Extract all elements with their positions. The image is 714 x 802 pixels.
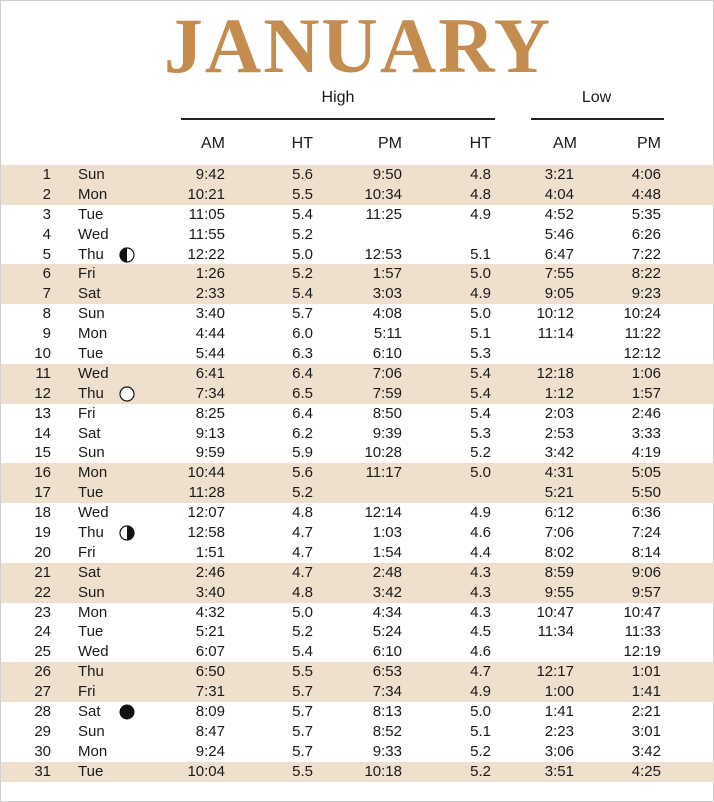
high-am-time: 5:44 [195, 345, 225, 363]
day-number: 8 [42, 305, 51, 323]
high-am-height: 6.5 [292, 384, 313, 402]
high-pm-height: 4.7 [470, 663, 491, 681]
low-am-time: 3:21 [544, 166, 574, 183]
weekday: Sun [78, 722, 105, 740]
low-pm-time: 3:33 [631, 424, 661, 442]
low-am-time: 12:17 [536, 663, 574, 681]
high-am-height: 4.8 [292, 504, 313, 522]
low-pm-time: 6:26 [631, 225, 661, 243]
low-pm-time: 12:19 [623, 643, 661, 661]
low-am-time: 1:41 [544, 703, 574, 721]
high-pm-height: 5.0 [470, 265, 491, 283]
low-am-time: 5:46 [544, 225, 574, 243]
table-row [1, 463, 714, 483]
weekday: Thu [78, 245, 104, 263]
high-pm-height: 4.9 [470, 683, 491, 701]
high-am-time: 9:59 [195, 444, 225, 462]
high-group-divider [181, 118, 495, 120]
low-pm-time: 1:41 [631, 683, 661, 701]
low-am-time: 4:52 [544, 205, 574, 223]
weekday: Thu [78, 663, 104, 681]
high-am-height: 5.4 [292, 205, 313, 223]
high-am-time: 4:44 [195, 325, 225, 343]
high-pm-height: 5.0 [470, 703, 491, 721]
low-group-divider [531, 118, 664, 120]
weekday: Mon [78, 603, 108, 621]
high-pm-time: 9:39 [372, 424, 402, 442]
high-am-time: 12:22 [187, 245, 225, 263]
day-number: 29 [34, 722, 51, 740]
high-pm-time: 7:59 [372, 384, 402, 402]
high-am-height: 5.2 [292, 623, 313, 641]
high-am-height: 5.5 [292, 762, 313, 780]
table-row [1, 722, 714, 742]
day-number: 6 [42, 265, 51, 283]
high-am-time: 6:07 [195, 643, 225, 661]
high-pm-time: 6:53 [372, 663, 402, 681]
high-pm-time: 10:28 [364, 444, 402, 462]
high-am-time: 8:09 [195, 703, 225, 721]
high-pm-height: 5.3 [470, 424, 491, 442]
low-am-time: 11:14 [537, 325, 574, 343]
moon-phase-first-quarter-icon [119, 525, 135, 541]
table-row [1, 543, 714, 563]
high-am-height: 5.5 [292, 185, 313, 203]
high-pm-height: 5.3 [470, 345, 491, 363]
weekday: Tue [78, 623, 104, 641]
high-pm-time: 4:08 [372, 305, 402, 323]
high-am-time: 9:13 [195, 424, 225, 442]
weekday: Tue [78, 762, 104, 780]
high-pm-height: 4.3 [470, 603, 491, 621]
low-pm-time: 9:23 [631, 285, 661, 303]
low-am-time: 8:02 [544, 543, 574, 561]
table-row [1, 245, 714, 265]
low-am-time: 1:00 [544, 683, 574, 701]
day-number: 7 [42, 285, 51, 303]
table-row [1, 324, 714, 344]
high-am-time: 11:55 [188, 225, 225, 243]
high-pm-height: 5.4 [470, 364, 491, 382]
high-am-height: 5.7 [292, 742, 313, 760]
high-am-time: 8:25 [195, 404, 225, 422]
weekday: Thu [78, 384, 104, 402]
high-am-height: 4.7 [292, 543, 313, 561]
weekday: Tue [78, 345, 104, 363]
low-pm-time: 1:06 [631, 364, 661, 382]
high-pm-time: 5:11 [373, 325, 402, 343]
high-am-height: 5.5 [292, 663, 313, 681]
day-number: 3 [42, 205, 51, 223]
day-number: 4 [42, 225, 51, 243]
table-row [1, 622, 714, 642]
high-am-height: 5.7 [292, 722, 313, 740]
high-pm-time: 11:25 [365, 205, 402, 223]
table-row [1, 523, 714, 543]
high-pm-height: 4.9 [470, 205, 491, 223]
high-pm-height: 5.2 [470, 444, 491, 462]
low-am-time: 11:34 [537, 623, 574, 641]
table-row [1, 364, 714, 384]
high-am-time: 7:34 [195, 384, 225, 402]
high-am-height: 6.4 [292, 364, 313, 382]
high-pm-height: 5.0 [470, 305, 491, 323]
table-row [1, 225, 714, 245]
low-pm-time: 11:22 [624, 325, 661, 343]
table-row [1, 284, 714, 304]
low-am-time: 4:31 [544, 464, 574, 482]
low-am-time: 10:12 [536, 305, 574, 323]
weekday: Fri [78, 265, 96, 283]
high-pm-height: 4.3 [470, 583, 491, 601]
low-am-time: 5:21 [544, 484, 574, 502]
weekday: Fri [78, 404, 96, 422]
weekday: Sat [78, 563, 101, 581]
weekday: Wed [78, 364, 109, 382]
high-am-time: 5:21 [195, 623, 225, 641]
high-am-height: 4.8 [292, 583, 313, 601]
table-row [1, 165, 714, 185]
high-pm-time: 7:06 [372, 364, 402, 382]
weekday: Mon [78, 325, 108, 343]
weekday: Fri [78, 543, 96, 561]
high-pm-time: 4:34 [372, 603, 402, 621]
low-pm-time: 4:25 [631, 762, 661, 780]
col-low-pm: PM [637, 135, 661, 152]
low-pm-time: 7:24 [631, 524, 661, 542]
day-number: 5 [42, 245, 51, 263]
high-am-height: 6.0 [292, 325, 313, 343]
high-pm-height: 5.0 [470, 464, 491, 482]
high-am-height: 6.4 [292, 404, 313, 422]
low-pm-time: 5:35 [631, 205, 661, 223]
table-row [1, 443, 714, 463]
table-row [1, 742, 714, 762]
high-pm-time: 7:34 [372, 683, 402, 701]
table-row [1, 762, 714, 782]
weekday: Mon [78, 742, 108, 760]
day-number: 30 [34, 742, 51, 760]
low-pm-time: 8:22 [631, 265, 661, 283]
weekday: Thu [78, 524, 104, 542]
high-pm-height: 5.4 [470, 384, 491, 402]
high-pm-height: 4.6 [470, 524, 491, 542]
day-number: 15 [34, 444, 51, 462]
high-am-time: 9:24 [195, 742, 225, 760]
low-am-time: 6:47 [544, 245, 574, 263]
high-am-time: 4:32 [195, 603, 225, 621]
table-row [1, 205, 714, 225]
weekday: Fri [78, 683, 96, 701]
high-pm-time: 1:57 [372, 265, 402, 283]
high-pm-height: 4.9 [470, 285, 491, 303]
low-am-time: 10:47 [536, 603, 574, 621]
low-pm-time: 4:06 [631, 166, 661, 183]
high-am-time: 3:40 [195, 305, 225, 323]
day-number: 17 [34, 484, 51, 502]
low-pm-time: 9:06 [631, 563, 661, 581]
high-am-time: 11:05 [188, 205, 225, 223]
high-am-time: 1:26 [195, 265, 225, 283]
high-am-height: 5.4 [292, 643, 313, 661]
high-am-time: 1:51 [195, 543, 225, 561]
tide-rows [1, 165, 714, 782]
day-number: 25 [34, 643, 51, 661]
high-pm-height: 5.4 [470, 404, 491, 422]
low-am-time: 9:05 [544, 285, 574, 303]
low-am-time: 6:12 [544, 504, 574, 522]
table-row [1, 483, 714, 503]
high-am-height: 5.2 [292, 484, 313, 502]
col-high-pm: PM [378, 135, 402, 152]
high-am-time: 8:47 [195, 722, 225, 740]
table-row [1, 264, 714, 284]
high-pm-time: 9:33 [372, 742, 402, 760]
high-am-height: 4.7 [292, 524, 313, 542]
table-row [1, 424, 714, 444]
high-am-height: 6.3 [292, 345, 313, 363]
low-am-time: 8:59 [544, 563, 574, 581]
low-am-time: 1:12 [544, 384, 574, 402]
high-am-time: 10:21 [187, 185, 225, 203]
high-pm-height: 4.8 [470, 185, 491, 203]
low-am-time: 9:55 [544, 583, 574, 601]
day-number: 24 [34, 623, 51, 641]
high-pm-height: 4.6 [470, 643, 491, 661]
day-number: 22 [34, 583, 51, 601]
high-am-time: 10:04 [187, 762, 225, 780]
high-am-time: 12:07 [187, 504, 225, 522]
moon-phase-full-icon [119, 386, 135, 402]
high-pm-height: 4.9 [470, 504, 491, 522]
high-am-height: 4.7 [292, 563, 313, 581]
low-am-time: 3:42 [544, 444, 574, 462]
table-row [1, 662, 714, 682]
low-pm-time: 1:57 [631, 384, 661, 402]
high-am-height: 5.2 [292, 265, 313, 283]
high-am-time: 10:44 [187, 464, 225, 482]
low-pm-time: 9:57 [631, 583, 661, 601]
high-am-height: 5.7 [292, 703, 313, 721]
high-pm-height: 4.8 [470, 166, 491, 183]
day-number: 12 [34, 384, 51, 402]
high-pm-height: 4.3 [470, 563, 491, 581]
high-am-time: 2:46 [195, 563, 225, 581]
low-am-time: 3:51 [544, 762, 574, 780]
moon-phase-new-icon [119, 704, 135, 720]
weekday: Wed [78, 504, 109, 522]
high-pm-time: 8:13 [372, 703, 402, 721]
low-am-time: 7:06 [544, 524, 574, 542]
high-pm-height: 5.2 [470, 762, 491, 780]
day-number: 31 [34, 762, 51, 780]
weekday: Wed [78, 225, 109, 243]
col-high-ht1: HT [291, 135, 313, 152]
weekday: Sat [78, 285, 101, 303]
high-pm-time: 3:42 [372, 583, 402, 601]
low-pm-time: 5:05 [631, 464, 661, 482]
low-pm-time: 7:22 [631, 245, 661, 263]
low-pm-time: 2:46 [631, 404, 661, 422]
low-am-time: 12:18 [536, 364, 574, 382]
high-am-height: 5.4 [292, 285, 313, 303]
high-pm-height: 4.5 [470, 623, 491, 641]
high-am-height: 5.9 [292, 444, 313, 462]
low-pm-time: 4:19 [631, 444, 661, 462]
high-pm-height: 5.2 [470, 742, 491, 760]
high-am-time: 12:58 [187, 524, 225, 542]
day-number: 13 [34, 404, 51, 422]
high-pm-time: 5:24 [372, 623, 402, 641]
high-pm-time: 12:53 [364, 245, 402, 263]
day-number: 21 [34, 563, 51, 581]
high-am-height: 5.6 [292, 464, 313, 482]
day-number: 11 [35, 364, 51, 382]
high-am-height: 5.2 [292, 225, 313, 243]
high-am-height: 5.6 [292, 166, 313, 183]
weekday: Mon [78, 464, 108, 482]
high-pm-height: 5.1 [470, 722, 491, 740]
weekday: Sun [78, 305, 105, 323]
weekday: Sat [78, 424, 101, 442]
low-pm-time: 8:14 [631, 543, 661, 561]
high-pm-time: 12:14 [364, 504, 402, 522]
day-number: 14 [34, 424, 51, 442]
day-number: 20 [34, 543, 51, 561]
high-am-time: 2:33 [195, 285, 225, 303]
high-pm-height: 4.4 [470, 543, 491, 561]
high-am-height: 5.0 [292, 245, 313, 263]
day-number: 27 [34, 683, 51, 701]
weekday: Tue [78, 205, 104, 223]
table-row [1, 682, 714, 702]
low-pm-time: 5:50 [631, 484, 661, 502]
weekday: Sat [78, 703, 101, 721]
day-number: 28 [34, 703, 51, 721]
table-row [1, 603, 714, 623]
high-pm-time: 1:03 [372, 524, 402, 542]
low-am-time: 3:06 [544, 742, 574, 760]
low-tide-group-label: Low [581, 89, 612, 106]
day-number: 1 [42, 166, 51, 183]
weekday: Sun [78, 583, 105, 601]
high-pm-time: 9:50 [372, 166, 402, 183]
high-pm-time: 6:10 [372, 345, 402, 363]
low-pm-time: 3:01 [631, 722, 661, 740]
day-number: 26 [34, 663, 51, 681]
high-pm-time: 1:54 [372, 543, 402, 561]
table-row [1, 404, 714, 424]
col-high-am: AM [201, 135, 225, 152]
low-am-time: 2:03 [544, 404, 574, 422]
table-row [1, 503, 714, 523]
high-am-time: 7:31 [195, 683, 225, 701]
high-pm-time: 6:10 [372, 643, 402, 661]
high-am-time: 6:41 [195, 364, 225, 382]
high-pm-time: 11:17 [365, 464, 402, 482]
col-high-ht2: HT [469, 135, 491, 152]
col-low-am: AM [553, 135, 577, 152]
weekday: Sun [78, 166, 105, 183]
low-pm-time: 10:47 [623, 603, 661, 621]
high-pm-time: 8:52 [372, 722, 402, 740]
day-number: 10 [34, 345, 51, 363]
day-number: 19 [34, 524, 51, 542]
month-title: JANUARY [163, 2, 553, 89]
high-pm-height: 5.1 [470, 245, 491, 263]
low-pm-time: 6:36 [631, 504, 661, 522]
low-pm-time: 11:33 [624, 623, 661, 641]
high-am-time: 6:50 [195, 663, 225, 681]
table-row [1, 563, 714, 583]
low-am-time: 2:23 [544, 722, 574, 740]
low-am-time: 7:55 [544, 265, 574, 283]
high-pm-time: 3:03 [372, 285, 402, 303]
low-pm-time: 4:48 [631, 185, 661, 203]
table-row [1, 583, 714, 603]
low-pm-time: 10:24 [623, 305, 661, 323]
table-row [1, 642, 714, 662]
high-am-height: 5.0 [292, 603, 313, 621]
day-number: 2 [42, 185, 51, 203]
low-am-time: 4:04 [544, 185, 574, 203]
weekday: Tue [78, 484, 104, 502]
high-am-height: 6.2 [292, 424, 313, 442]
high-am-time: 11:28 [188, 484, 225, 502]
high-am-height: 5.7 [292, 683, 313, 701]
day-number: 9 [42, 325, 51, 343]
weekday: Mon [78, 185, 108, 203]
low-pm-time: 2:21 [631, 703, 661, 721]
high-am-height: 5.7 [292, 305, 313, 323]
table-row [1, 384, 714, 404]
high-am-time: 9:42 [195, 166, 225, 183]
low-pm-time: 12:12 [623, 345, 661, 363]
low-pm-time: 3:42 [631, 742, 661, 760]
table-row [1, 344, 714, 364]
day-number: 23 [34, 603, 51, 621]
high-pm-time: 8:50 [372, 404, 402, 422]
day-number: 18 [34, 504, 51, 522]
table-row [1, 702, 714, 722]
high-pm-height: 5.1 [470, 325, 491, 343]
high-pm-time: 10:34 [364, 185, 402, 203]
low-pm-time: 1:01 [631, 663, 661, 681]
weekday: Sun [78, 444, 105, 462]
moon-phase-last-quarter-icon [119, 247, 135, 263]
weekday: Wed [78, 643, 109, 661]
low-am-time: 2:53 [544, 424, 574, 442]
day-number: 16 [34, 464, 51, 482]
table-row [1, 185, 714, 205]
table-row [1, 304, 714, 324]
high-am-time: 3:40 [195, 583, 225, 601]
high-pm-time: 2:48 [372, 563, 402, 581]
high-pm-time: 10:18 [364, 762, 402, 780]
high-tide-group-label: High [321, 89, 355, 106]
